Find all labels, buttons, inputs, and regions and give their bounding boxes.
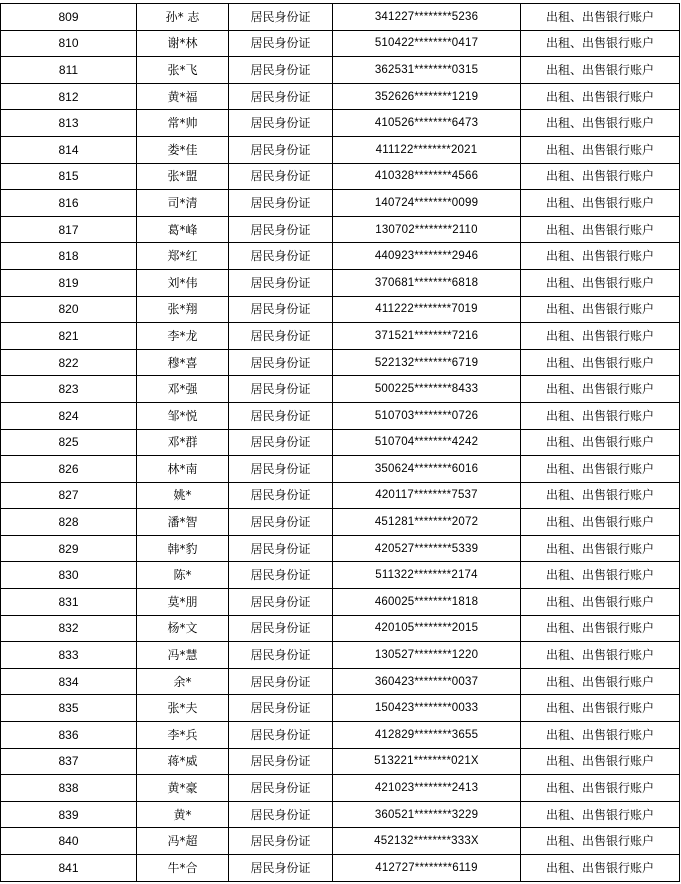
id-type-cell: 居民身份证 [229,110,333,137]
id-type-cell: 居民身份证 [229,589,333,616]
id-type-cell: 居民身份证 [229,668,333,695]
id-type-cell: 居民身份证 [229,828,333,855]
table-row [1,243,680,270]
id-type-cell: 居民身份证 [229,855,333,882]
reason-cell: 出租、出售银行账户 [521,429,680,456]
id-type-cell: 居民身份证 [229,216,333,243]
person-name-cell: 姚* [137,482,229,509]
id-number-cell: 352626********1219 [333,83,521,110]
person-name-cell: 黄* [137,801,229,828]
row-number-cell: 828 [1,509,137,536]
reason-cell: 出租、出售银行账户 [521,163,680,190]
table-row [1,163,680,190]
reason-cell: 出租、出售银行账户 [521,190,680,217]
id-type-cell: 居民身份证 [229,482,333,509]
table-row [1,642,680,669]
id-number-cell: 341227********5236 [333,4,521,31]
id-number-cell: 360423********0037 [333,668,521,695]
id-type-cell: 居民身份证 [229,163,333,190]
reason-cell: 出租、出售银行账户 [521,349,680,376]
row-number-cell: 817 [1,216,137,243]
table-row [1,775,680,802]
person-name-cell: 韩*豹 [137,535,229,562]
row-number-cell: 826 [1,456,137,483]
row-number-cell: 820 [1,296,137,323]
person-name-cell: 李*兵 [137,722,229,749]
reason-cell: 出租、出售银行账户 [521,243,680,270]
reason-cell: 出租、出售银行账户 [521,615,680,642]
row-number-cell: 831 [1,589,137,616]
reason-cell: 出租、出售银行账户 [521,482,680,509]
id-type-cell: 居民身份证 [229,775,333,802]
person-name-cell: 冯*超 [137,828,229,855]
reason-cell: 出租、出售银行账户 [521,695,680,722]
person-name-cell: 司*清 [137,190,229,217]
reason-cell: 出租、出售银行账户 [521,562,680,589]
row-number-cell: 823 [1,376,137,403]
row-number-cell: 840 [1,828,137,855]
row-number-cell: 812 [1,83,137,110]
id-type-cell: 居民身份证 [229,57,333,84]
id-type-cell: 居民身份证 [229,509,333,536]
id-type-cell: 居民身份证 [229,30,333,57]
table-row [1,535,680,562]
table-row [1,216,680,243]
table-row [1,110,680,137]
row-number-cell: 836 [1,722,137,749]
records-table [0,3,680,882]
id-number-cell: 130702********2110 [333,216,521,243]
person-name-cell: 邓*群 [137,429,229,456]
reason-cell: 出租、出售银行账户 [521,668,680,695]
id-number-cell: 511322********2174 [333,562,521,589]
id-number-cell: 412727********6119 [333,855,521,882]
row-number-cell: 834 [1,668,137,695]
reason-cell: 出租、出售银行账户 [521,216,680,243]
table-row [1,668,680,695]
row-number-cell: 837 [1,748,137,775]
id-type-cell: 居民身份证 [229,243,333,270]
id-number-cell: 350624********6016 [333,456,521,483]
id-number-cell: 440923********2946 [333,243,521,270]
records-table-body [1,4,680,882]
row-number-cell: 830 [1,562,137,589]
person-name-cell: 张*翔 [137,296,229,323]
table-row [1,589,680,616]
table-row [1,695,680,722]
table-row [1,30,680,57]
table-row [1,83,680,110]
reason-cell: 出租、出售银行账户 [521,30,680,57]
table-row [1,828,680,855]
id-number-cell: 411222********7019 [333,296,521,323]
person-name-cell: 张*飞 [137,57,229,84]
table-row [1,801,680,828]
row-number-cell: 829 [1,535,137,562]
table-row [1,482,680,509]
person-name-cell: 葛*峰 [137,216,229,243]
person-name-cell: 牛*合 [137,855,229,882]
row-number-cell: 833 [1,642,137,669]
id-number-cell: 362531********0315 [333,57,521,84]
id-number-cell: 420105********2015 [333,615,521,642]
table-row [1,748,680,775]
id-type-cell: 居民身份证 [229,190,333,217]
table-row [1,456,680,483]
table-row [1,376,680,403]
table-row [1,402,680,429]
id-number-cell: 410526********6473 [333,110,521,137]
id-number-cell: 140724********0099 [333,190,521,217]
id-number-cell: 451281********2072 [333,509,521,536]
table-row [1,349,680,376]
reason-cell: 出租、出售银行账户 [521,509,680,536]
id-number-cell: 411122********2021 [333,136,521,163]
table-row [1,323,680,350]
reason-cell: 出租、出售银行账户 [521,4,680,31]
id-type-cell: 居民身份证 [229,535,333,562]
id-type-cell: 居民身份证 [229,296,333,323]
id-number-cell: 510704********4242 [333,429,521,456]
person-name-cell: 潘*智 [137,509,229,536]
row-number-cell: 838 [1,775,137,802]
reason-cell: 出租、出售银行账户 [521,57,680,84]
table-row [1,562,680,589]
table-row [1,429,680,456]
table-row [1,190,680,217]
table-row [1,136,680,163]
table-row [1,722,680,749]
id-number-cell: 510422********0417 [333,30,521,57]
reason-cell: 出租、出售银行账户 [521,535,680,562]
person-name-cell: 刘*伟 [137,269,229,296]
person-name-cell: 李*龙 [137,323,229,350]
id-number-cell: 420117********7537 [333,482,521,509]
id-number-cell: 410328********4566 [333,163,521,190]
table-row [1,57,680,84]
reason-cell: 出租、出售银行账户 [521,83,680,110]
id-type-cell: 居民身份证 [229,83,333,110]
row-number-cell: 839 [1,801,137,828]
id-type-cell: 居民身份证 [229,376,333,403]
person-name-cell: 邹*悦 [137,402,229,429]
reason-cell: 出租、出售银行账户 [521,376,680,403]
id-number-cell: 150423********0033 [333,695,521,722]
id-number-cell: 500225********8433 [333,376,521,403]
id-number-cell: 360521********3229 [333,801,521,828]
id-number-cell: 420527********5339 [333,535,521,562]
row-number-cell: 827 [1,482,137,509]
id-type-cell: 居民身份证 [229,349,333,376]
table-row [1,855,680,882]
reason-cell: 出租、出售银行账户 [521,775,680,802]
reason-cell: 出租、出售银行账户 [521,136,680,163]
row-number-cell: 810 [1,30,137,57]
row-number-cell: 821 [1,323,137,350]
row-number-cell: 813 [1,110,137,137]
id-type-cell: 居民身份证 [229,429,333,456]
row-number-cell: 824 [1,402,137,429]
id-number-cell: 452132********333X [333,828,521,855]
table-row [1,269,680,296]
person-name-cell: 黄*福 [137,83,229,110]
reason-cell: 出租、出售银行账户 [521,748,680,775]
row-number-cell: 809 [1,4,137,31]
person-name-cell: 谢*林 [137,30,229,57]
reason-cell: 出租、出售银行账户 [521,589,680,616]
row-number-cell: 818 [1,243,137,270]
reason-cell: 出租、出售银行账户 [521,855,680,882]
table-row [1,509,680,536]
id-number-cell: 421023********2413 [333,775,521,802]
id-type-cell: 居民身份证 [229,562,333,589]
id-type-cell: 居民身份证 [229,615,333,642]
id-number-cell: 460025********1818 [333,589,521,616]
person-name-cell: 邓*强 [137,376,229,403]
reason-cell: 出租、出售银行账户 [521,323,680,350]
id-type-cell: 居民身份证 [229,136,333,163]
reason-cell: 出租、出售银行账户 [521,402,680,429]
person-name-cell: 莫*朋 [137,589,229,616]
reason-cell: 出租、出售银行账户 [521,801,680,828]
records-sheet [0,3,680,882]
reason-cell: 出租、出售银行账户 [521,110,680,137]
id-type-cell: 居民身份证 [229,695,333,722]
id-type-cell: 居民身份证 [229,323,333,350]
row-number-cell: 841 [1,855,137,882]
person-name-cell: 黄*豪 [137,775,229,802]
row-number-cell: 816 [1,190,137,217]
person-name-cell: 郑*红 [137,243,229,270]
table-row [1,615,680,642]
reason-cell: 出租、出售银行账户 [521,722,680,749]
row-number-cell: 832 [1,615,137,642]
person-name-cell: 陈* [137,562,229,589]
person-name-cell: 冯*慧 [137,642,229,669]
row-number-cell: 814 [1,136,137,163]
reason-cell: 出租、出售银行账户 [521,269,680,296]
id-number-cell: 412829********3655 [333,722,521,749]
id-type-cell: 居民身份证 [229,4,333,31]
id-type-cell: 居民身份证 [229,801,333,828]
person-name-cell: 穆*喜 [137,349,229,376]
id-type-cell: 居民身份证 [229,456,333,483]
id-number-cell: 371521********7216 [333,323,521,350]
person-name-cell: 娄*佳 [137,136,229,163]
id-type-cell: 居民身份证 [229,642,333,669]
row-number-cell: 825 [1,429,137,456]
id-type-cell: 居民身份证 [229,748,333,775]
person-name-cell: 张*夫 [137,695,229,722]
person-name-cell: 蒋*威 [137,748,229,775]
id-type-cell: 居民身份证 [229,269,333,296]
table-row [1,296,680,323]
row-number-cell: 819 [1,269,137,296]
id-number-cell: 370681********6818 [333,269,521,296]
row-number-cell: 835 [1,695,137,722]
person-name-cell: 常*帅 [137,110,229,137]
id-type-cell: 居民身份证 [229,722,333,749]
person-name-cell: 杨*文 [137,615,229,642]
id-number-cell: 513221********021X [333,748,521,775]
person-name-cell: 张*盟 [137,163,229,190]
row-number-cell: 815 [1,163,137,190]
person-name-cell: 余* [137,668,229,695]
reason-cell: 出租、出售银行账户 [521,828,680,855]
person-name-cell: 孙* 志 [137,4,229,31]
reason-cell: 出租、出售银行账户 [521,456,680,483]
table-row [1,4,680,31]
reason-cell: 出租、出售银行账户 [521,642,680,669]
reason-cell: 出租、出售银行账户 [521,296,680,323]
row-number-cell: 822 [1,349,137,376]
id-number-cell: 130527********1220 [333,642,521,669]
id-type-cell: 居民身份证 [229,402,333,429]
id-number-cell: 522132********6719 [333,349,521,376]
id-number-cell: 510703********0726 [333,402,521,429]
person-name-cell: 林*南 [137,456,229,483]
row-number-cell: 811 [1,57,137,84]
